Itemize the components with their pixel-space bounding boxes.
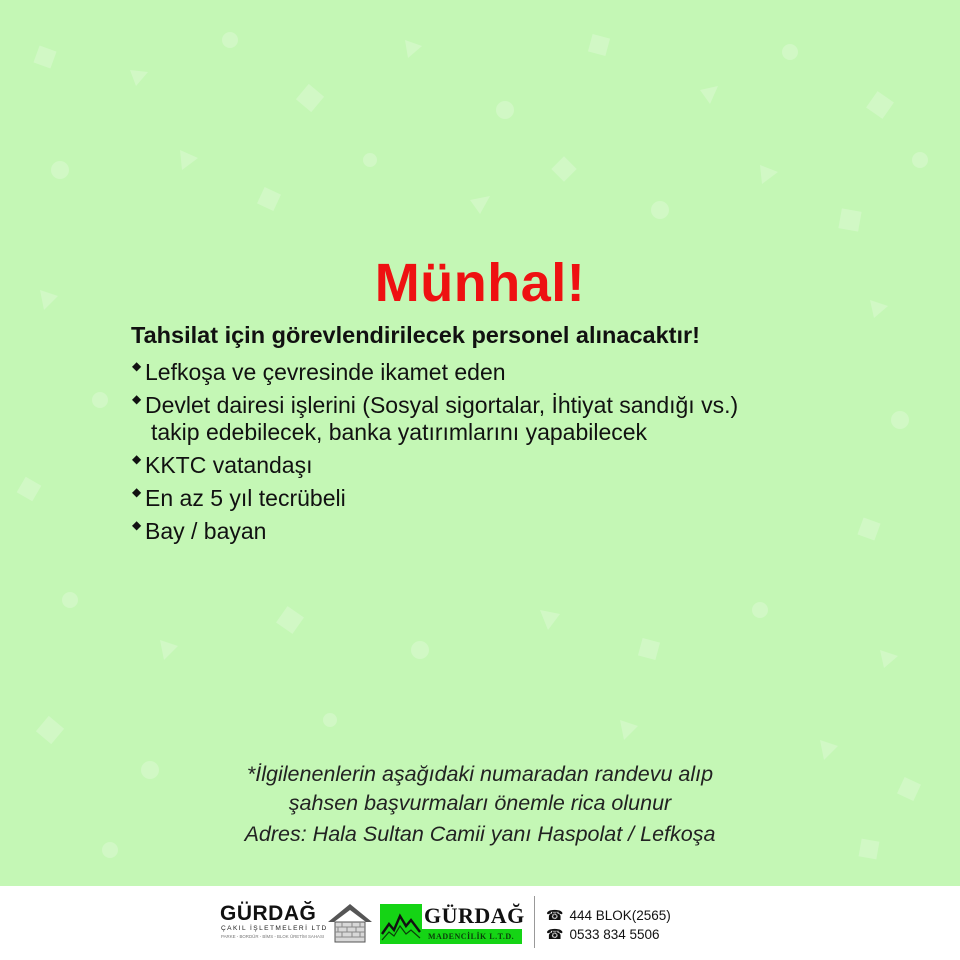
- telephone-icon: ☎: [546, 907, 564, 923]
- requirement-item: [131, 391, 851, 447]
- requirement-text: Devlet dairesi işlerini (Sosyal sigortalar, İhtiyat sandığı vs.): [145, 392, 739, 418]
- requirement-text: Lefkoşa ve çevresinde ikamet eden: [145, 359, 506, 385]
- logo1-name: GÜRDAĞ: [220, 902, 317, 925]
- application-note: [0, 760, 960, 818]
- contact-number: 0533 834 5506: [569, 927, 660, 942]
- note-line: şahsen başvurmaları önemle rica olunur: [288, 791, 672, 815]
- requirement-text: Bay / bayan: [145, 518, 267, 544]
- gurdag-madencilik-logo: [380, 902, 530, 948]
- requirement-item: [131, 484, 851, 513]
- telephone-icon: ☎: [546, 926, 564, 942]
- address-text: Adres: Hala Sultan Camii yanı Haspolat / Lefkoşa: [244, 822, 716, 846]
- gurdag-cakil-logo: [220, 902, 380, 948]
- contact-row: [546, 906, 671, 925]
- logo2-name: GÜRDAĞ: [424, 903, 525, 928]
- bullet-icon: ◆: [132, 359, 142, 373]
- mountain-icon: [380, 904, 422, 944]
- poster-title: Münhal!: [374, 253, 586, 313]
- logo1-subtitle: ÇAKIL İŞLETMELERİ LTD: [221, 925, 328, 932]
- contact-row: [546, 925, 671, 944]
- house-icon: [326, 902, 374, 944]
- bullet-icon: ◆: [132, 392, 142, 406]
- footer-bar: [0, 886, 960, 960]
- requirement-text: KKTC vatandaşı: [145, 452, 313, 478]
- requirement-text: En az 5 yıl tecrübeli: [145, 485, 346, 511]
- bullet-icon: ◆: [132, 518, 142, 532]
- bullet-icon: ◆: [132, 452, 142, 466]
- job-subtitle: Tahsilat için görevlendirilecek personel alınacaktır!: [131, 322, 701, 348]
- logo1-tagline: PARKE - BORDÜR - BİMS - BLOK ÜRETİM SAHASI: [221, 934, 325, 939]
- job-description: [131, 322, 851, 550]
- contact-number: 444 BLOK(2565): [569, 908, 671, 923]
- requirement-item: [131, 451, 851, 480]
- requirement-item: [131, 517, 851, 546]
- bullet-icon: ◆: [132, 485, 142, 499]
- note-line: *İlgilenenlerin aşağıdaki numaradan randevu alıp: [246, 762, 714, 786]
- requirement-continuation: takip edebilecek, banka yatırımlarını yapabilecek: [151, 419, 648, 445]
- contact-info: [546, 906, 671, 944]
- requirement-item: [131, 358, 851, 387]
- requirements-list: [131, 358, 851, 546]
- footer-divider: [534, 896, 535, 948]
- logo2-subtitle: MADENCİLİK L.T.D.: [428, 932, 515, 941]
